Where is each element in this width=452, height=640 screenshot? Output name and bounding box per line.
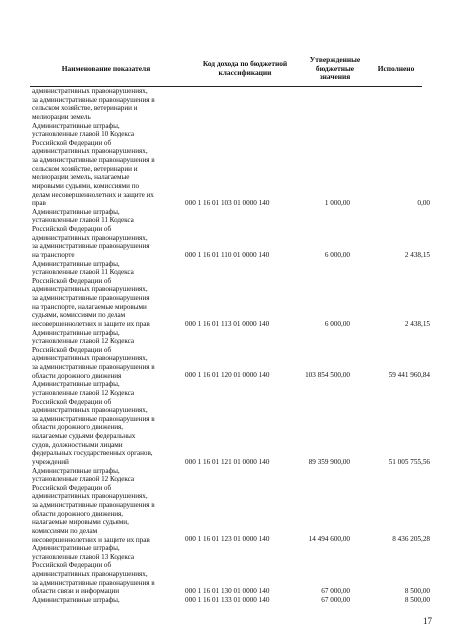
description-line: за административные правонарушения в [32, 95, 155, 104]
executed-value: 2 438,15 [404, 319, 430, 328]
description-line: налагаемые мировыми судьями, [32, 518, 129, 527]
description-line: Административные штрафы, [32, 466, 120, 475]
description-line: административных правонарушениях, [32, 492, 148, 501]
table-header [30, 52, 422, 87]
description-line: за административные правонарушения в [32, 501, 155, 509]
approved-value: 6 000,00 [324, 319, 350, 328]
description-line: области дорожного движения, [32, 423, 124, 432]
description-line: несовершеннолетних и защите их прав [32, 319, 150, 328]
description-line: федеральных государственных органов, [32, 449, 153, 458]
description-line: судьями, комиссиями по делам [32, 311, 126, 320]
description-line: за административные правонарушения в [32, 578, 155, 587]
executed-value: 51 005 755,56 [388, 457, 430, 466]
description-line: установленные главой 12 Кодекса [32, 337, 135, 346]
description-line: за административные правонарушения в [32, 414, 155, 423]
description-line: за административные правонарушения [32, 242, 150, 251]
description-line: сельском хозяйстве, ветеринарии и [32, 164, 138, 173]
description-line: мелиорации земель [32, 112, 91, 121]
indicator-descriptions [32, 87, 182, 605]
description-line: Российской Федерации об [32, 483, 112, 492]
header-name: Наименование показателя [61, 63, 151, 73]
header-executed: Исполнено [377, 63, 415, 73]
description-line: Российской Федерации об [32, 397, 112, 406]
description-line: на транспорте [32, 250, 75, 259]
budget-code: 000 1 16 01 103 01 0000 140 [185, 199, 270, 208]
description-line: установленные главой 12 Кодекса [32, 475, 135, 484]
budget-code: 000 1 16 01 110 01 0000 140 [185, 250, 270, 259]
description-line: судов, должностными лицами [32, 440, 123, 449]
description-line: комиссиями по делам [32, 526, 98, 535]
description-line: установленные главой 11 Кодекса [32, 268, 134, 277]
description-line: мировыми судьями, комиссиями по [32, 181, 140, 190]
description-line: Российской Федерации об [32, 561, 112, 570]
description-line: на транспорте, налагаемые мировыми [32, 302, 147, 311]
description-line: установленные главой 12 Кодекса [32, 388, 135, 397]
description-line: Административные штрафы, [32, 595, 120, 604]
executed-value: 59 441 960,84 [388, 371, 430, 380]
description-line: Российской Федерации об [32, 138, 112, 147]
description-line: установленные главой 11 Кодекса [32, 216, 134, 225]
description-line: Административные штрафы, [32, 380, 120, 389]
description-line: мелиорации земель, налагаемые [32, 173, 130, 182]
description-line: области связи и информации [32, 587, 120, 596]
budget-code: 000 1 16 01 121 01 0000 140 [185, 457, 270, 466]
description-line: Административные штрафы, [32, 328, 120, 337]
description-line: административных правонарушениях, [32, 285, 148, 294]
header-code: Код дохода по бюджетной классификации [202, 59, 288, 77]
description-line: административных правонарушениях, [32, 147, 148, 156]
approved-value: 67 000,00 [321, 586, 350, 595]
approved-value: 14 494 600,00 [308, 535, 350, 544]
executed-value: 0,00 [417, 199, 430, 208]
budget-code: 000 1 16 01 133 01 0000 140 [185, 595, 270, 604]
approved-value: 89 359 900,00 [308, 457, 350, 466]
executed-value: 8 436 205,28 [392, 535, 430, 544]
description-line: административных правонарушениях, [32, 406, 148, 415]
description-line: Административные штрафы, [32, 121, 120, 130]
description-line: Российской Федерации об [32, 276, 112, 285]
description-line: Административные штрафы, [32, 544, 120, 553]
description-line: установленные главой 13 Кодекса [32, 552, 135, 561]
description-line: за административные правонарушения [32, 294, 150, 302]
description-line: административных правонарушениях, [32, 87, 148, 95]
executed-value: 8 500,00 [404, 586, 430, 595]
description-line: области дорожного движения [32, 371, 122, 380]
description-line: прав [32, 199, 46, 208]
approved-value: 103 854 500,00 [305, 371, 350, 380]
description-line: несовершеннолетних и защите их прав [32, 535, 150, 544]
budget-code: 000 1 16 01 123 01 0000 140 [185, 535, 270, 544]
description-line: Российской Федерации об [32, 345, 112, 354]
budget-code: 000 1 16 01 113 01 0000 140 [185, 319, 270, 328]
description-line: административных правонарушениях, [32, 233, 148, 242]
budget-code: 000 1 16 01 130 01 0000 140 [185, 586, 270, 595]
description-line: установленные главой 10 Кодекса [32, 130, 135, 139]
description-line: сельском хозяйстве, ветеринарии и [32, 104, 138, 113]
approved-value: 67 000,00 [321, 595, 350, 604]
description-line: Административные штрафы, [32, 207, 120, 216]
description-line: административных правонарушениях, [32, 570, 148, 578]
description-line: делам несовершеннолетних и защите их [32, 190, 154, 199]
description-line: области дорожного движения, [32, 509, 124, 518]
description-line: за административные правонарушения в [32, 363, 155, 371]
executed-value: 2 438,15 [404, 250, 430, 259]
approved-value: 6 000,00 [324, 250, 350, 259]
description-line: административных правонарушениях, [32, 354, 148, 363]
approved-value: 1 000,00 [324, 199, 350, 208]
description-line: Административные штрафы, [32, 259, 120, 268]
description-line: Российской Федерации об [32, 225, 112, 233]
budget-code: 000 1 16 01 120 01 0000 140 [185, 371, 270, 380]
executed-value: 8 500,00 [404, 595, 430, 604]
description-line: налагаемые судьями федеральных [32, 432, 136, 440]
description-line: за административные правонарушения в [32, 156, 155, 164]
page-number: 17 [423, 616, 432, 626]
description-line: учреждений [32, 457, 69, 466]
header-approved: Утвержденные бюджетные значения [309, 55, 361, 82]
